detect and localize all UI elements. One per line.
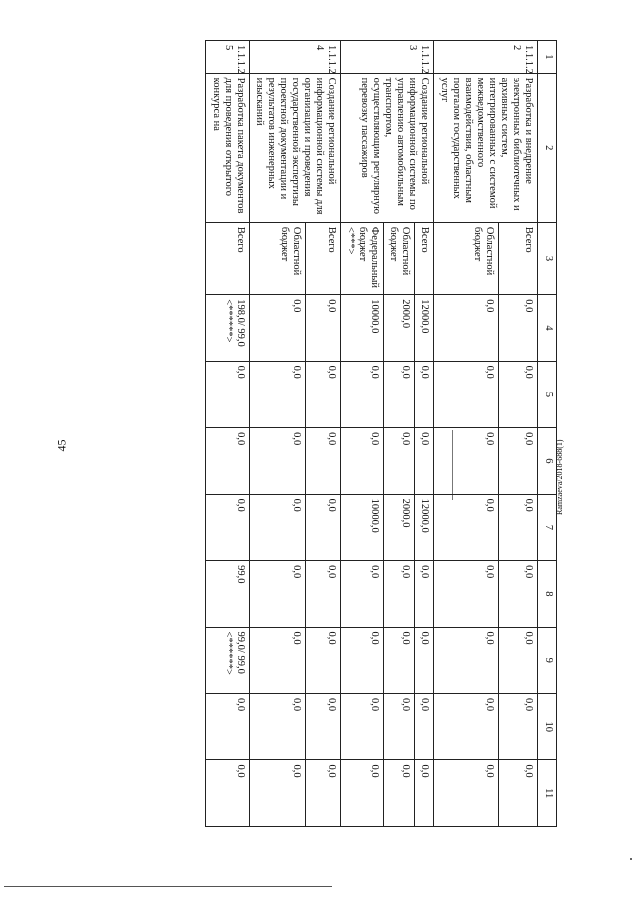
amount-cell: 0,0	[434, 428, 498, 494]
amount-cell: 198,0/ 99,0 <******>	[206, 295, 249, 361]
column-header: 6	[538, 428, 557, 494]
amount-cell: 0,0	[306, 295, 341, 361]
item-name: Создание региональной информационной системы по управлению автомобильным транспортом, осуществляющим регулярную перевозку пассажиров	[341, 73, 434, 222]
amount-cell: 0,0	[498, 694, 537, 760]
amount-cell: 0,0	[341, 361, 384, 427]
column-header: 1	[538, 41, 557, 74]
column-header: 8	[538, 561, 557, 627]
amount-cell: 0,0	[206, 694, 249, 760]
amount-cell: 0,0	[249, 428, 306, 494]
item-name: Разработка и внедрение электронных библиотечных и архивных систем, интегрированных с системой межведомственного взаимодействия, областным порталом государственных услуг	[434, 73, 538, 222]
amount-cell: 99,0	[206, 561, 249, 627]
item-code: 1.1.1.2 5	[206, 41, 249, 74]
page-speck	[630, 858, 632, 860]
amount-cell: 0,0	[498, 361, 537, 427]
amount-cell: 0,0	[306, 760, 341, 827]
amount-cell: 0,0	[434, 760, 498, 827]
funding-source: Всего	[415, 222, 434, 294]
item-code: 1.1.1.2 2	[434, 41, 538, 74]
amount-cell: 0,0	[206, 428, 249, 494]
table-row	[306, 41, 341, 827]
amount-cell: 0,0	[249, 561, 306, 627]
funding-source: Всего	[206, 222, 249, 294]
amount-cell: 0,0	[249, 295, 306, 361]
funding-source: Федеральный бюджет <***>	[341, 222, 384, 294]
amount-cell: 0,0	[434, 295, 498, 361]
amount-cell: 10000,0	[341, 494, 384, 560]
amount-cell: 0,0	[306, 494, 341, 560]
amount-cell: 0,0	[341, 561, 384, 627]
amount-cell: 0,0	[384, 694, 415, 760]
amount-cell: 0,0	[206, 494, 249, 560]
amount-cell: 0,0	[384, 627, 415, 693]
amount-cell: 0,0	[498, 295, 537, 361]
amount-cell: 0,0	[206, 361, 249, 427]
amount-cell: 0,0	[498, 494, 537, 560]
funding-source: Всего	[498, 222, 537, 294]
amount-cell: 0,0	[249, 361, 306, 427]
rotated-table-frame	[114, 40, 557, 827]
column-header: 9	[538, 627, 557, 693]
amount-cell: 0,0	[306, 694, 341, 760]
column-header: 4	[538, 295, 557, 361]
amount-cell: 0,0	[415, 760, 434, 827]
table-header-row	[538, 41, 557, 827]
amount-cell: 2000,0	[384, 494, 415, 560]
amount-cell: 0,0	[249, 694, 306, 760]
amount-cell: 0,0	[306, 561, 341, 627]
amount-cell: 0,0	[341, 428, 384, 494]
item-code: 1.1.1.2 3	[341, 41, 434, 74]
item-name: Создание региональной информационной системы для организации и проведения государственной экспертизы проектной документации и результатов инженерных изысканий	[249, 73, 340, 222]
funding-source: Областной бюджет	[384, 222, 415, 294]
column-header: 5	[538, 361, 557, 427]
budget-table	[206, 40, 558, 827]
amount-cell: 0,0	[306, 361, 341, 427]
column-header: 2	[538, 73, 557, 222]
amount-cell: 0,0	[498, 428, 537, 494]
amount-cell: 0,0	[206, 760, 249, 827]
amount-cell: 0,0	[341, 760, 384, 827]
column-header: 10	[538, 694, 557, 760]
amount-cell: 12000,0	[415, 295, 434, 361]
table-row	[415, 41, 434, 827]
amount-cell: 0,0	[384, 760, 415, 827]
amount-cell: 10000,0	[341, 295, 384, 361]
amount-cell: 0,0	[434, 627, 498, 693]
amount-cell: 0,0	[434, 561, 498, 627]
amount-cell: 0,0	[249, 627, 306, 693]
amount-cell: 0,0	[384, 428, 415, 494]
footer-rule	[4, 886, 332, 887]
amount-cell: 99,0/ 99,0 <******>	[206, 627, 249, 693]
amount-cell: 0,0	[249, 760, 306, 827]
amount-cell: 0,0	[341, 694, 384, 760]
table-row	[206, 41, 249, 827]
amount-cell: 0,0	[434, 494, 498, 560]
amount-cell: 0,0	[415, 561, 434, 627]
funding-source: Всего	[306, 222, 341, 294]
amount-cell: 0,0	[306, 428, 341, 494]
amount-cell: 0,0	[434, 361, 498, 427]
amount-cell: 12000,0	[415, 494, 434, 560]
funding-source: Областной бюджет	[434, 222, 498, 294]
amount-cell: 0,0	[415, 627, 434, 693]
document-footer-id: Ramzaeva/2018-688(1)	[555, 439, 564, 515]
amount-cell: 0,0	[249, 494, 306, 560]
item-code: 1.1.1.2 4	[249, 41, 340, 74]
amount-cell: 0,0	[434, 694, 498, 760]
table-row	[498, 41, 537, 827]
funding-source: Областной бюджет	[249, 222, 306, 294]
amount-cell: 0,0	[415, 361, 434, 427]
column-header: 3	[538, 222, 557, 294]
amount-cell: 0,0	[498, 561, 537, 627]
column-header: 11	[538, 760, 557, 827]
amount-cell: 2000,0	[384, 295, 415, 361]
amount-cell: 0,0	[498, 627, 537, 693]
amount-cell: 0,0	[384, 561, 415, 627]
amount-cell: 0,0	[341, 627, 384, 693]
amount-cell: 0,0	[384, 361, 415, 427]
amount-cell: 0,0	[498, 760, 537, 827]
item-name: Разработка пакета документов для проведения открытого конкурса на	[206, 73, 249, 222]
column-header: 7	[538, 494, 557, 560]
page-number: 45	[54, 439, 69, 452]
table-body	[206, 41, 538, 827]
amount-cell: 0,0	[415, 428, 434, 494]
amount-cell: 0,0	[415, 694, 434, 760]
amount-cell: 0,0	[306, 627, 341, 693]
